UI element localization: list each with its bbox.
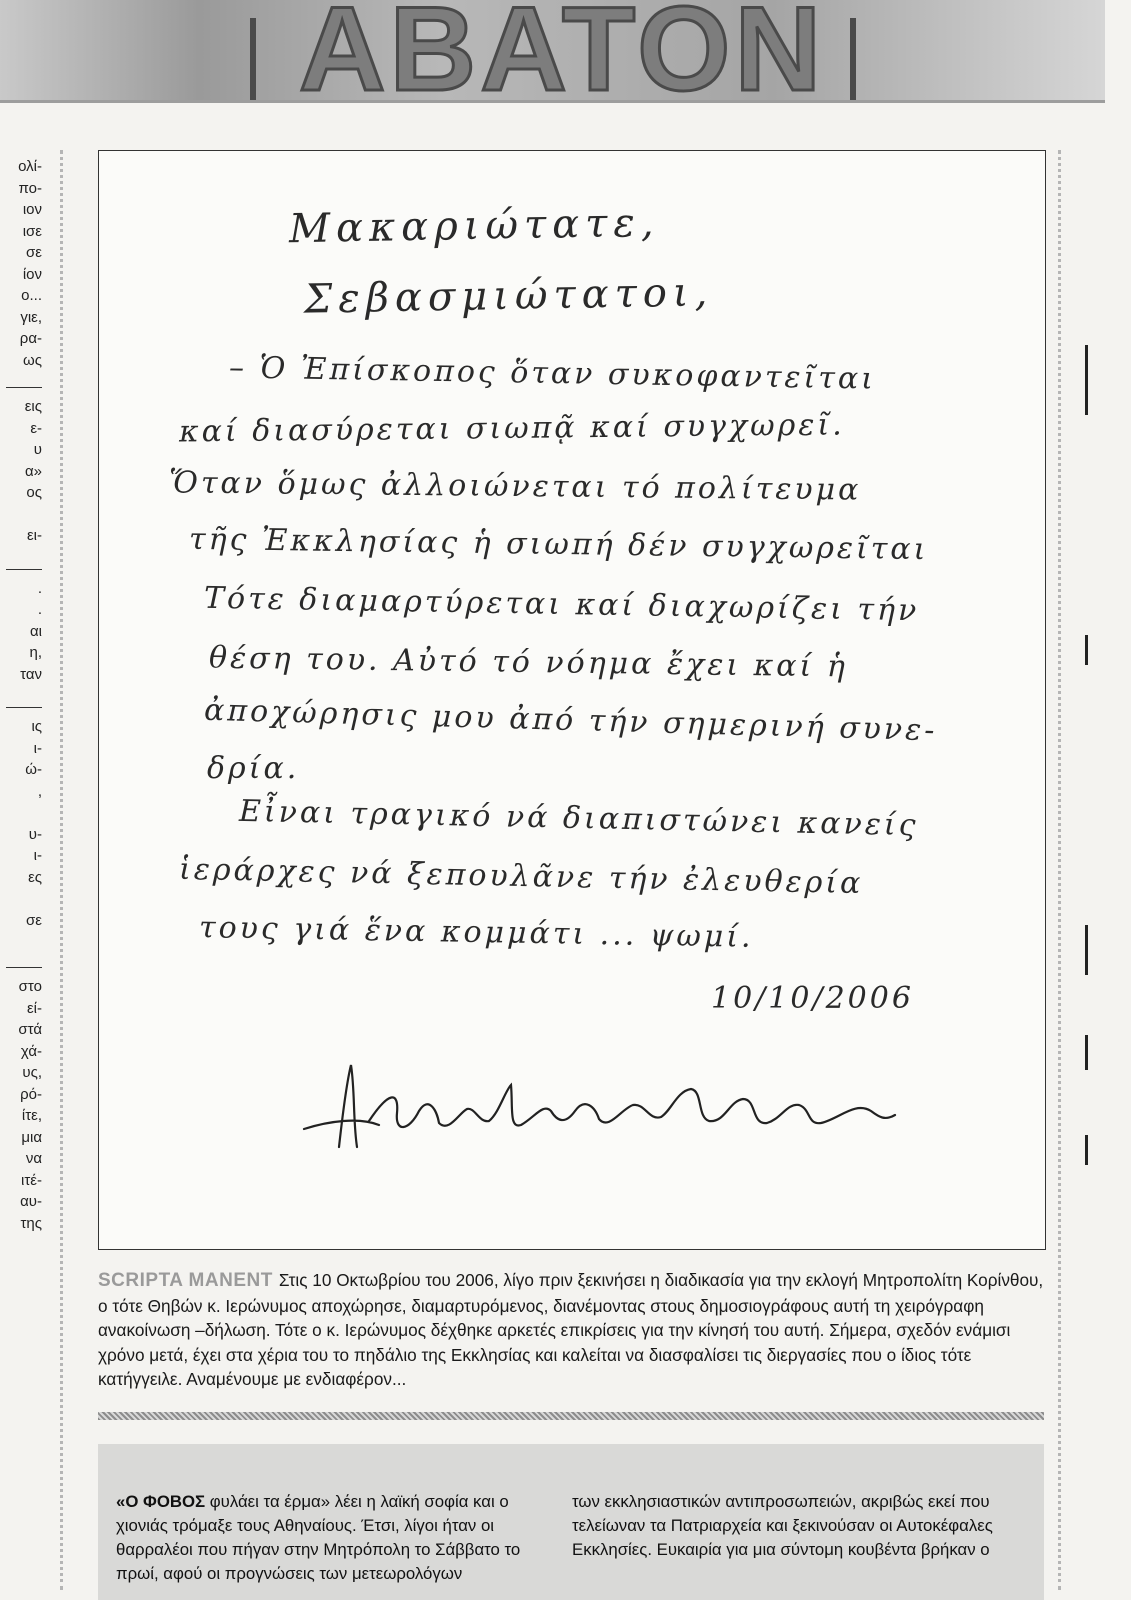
left-fragment: υ-: [28, 825, 42, 843]
letter-line: Εἶναι τραγικό νά διαπιστώνει κανείς: [238, 793, 919, 844]
left-fragment: ως: [23, 351, 42, 369]
caption-text: Στις 10 Οκτωβρίου του 2006, λίγο πριν ξεκινήσει η διαδικασία για την εκλογή Μητροπολίτη Κορίνθου, ο τότε Θηβών κ. Ιερώνυμος αποχώρησε, διαμαρτυρόμενος, διανέμοντας στους δημοσιογράφους αυτή τη χειρόγραφη ανακοίνωση –δήλωση. Τότε ο κ. Ιερώνυμος δέχθηκε αρκετές επικρίσεις για την κίνησή του αυτή. Σήμερα, σχεδόν ενάμισι χρόνο μετά, έχει στα χέρια του το πηδάλιο της Εκκλησίας και καλείται να διασφαλίσει τις διεργασίες που ο ίδιος τότε κατήγγειλε. Αναμένουμε με ενδιαφέρον...: [98, 1270, 1044, 1389]
left-fragment: ε-: [30, 419, 42, 437]
left-fragment: [0, 802, 42, 824]
letter-line: καί διασύρεται σιωπᾷ καί συγχωρεῖ.: [178, 407, 845, 450]
left-fragment: ισε: [22, 222, 42, 240]
article-lead: «Ο ΦΟΒΟΣ: [116, 1492, 206, 1511]
left-fragment: ο...: [21, 287, 42, 304]
left-fragment: ις: [31, 718, 42, 735]
left-fragment: να: [25, 1150, 42, 1167]
column-rule: [6, 387, 42, 388]
left-fragment: στο: [18, 978, 42, 995]
left-fragment: στά: [18, 1021, 42, 1038]
letter-line: Ὅταν ὅμως ἀλλοιώνεται τό πολίτευμα: [168, 465, 862, 508]
right-edge-marks: [1085, 345, 1089, 1165]
left-fragment: χά-: [20, 1042, 42, 1060]
letter-line: ἀποχώρησις μου ἀπό τήν σημερινή συνε-: [203, 692, 938, 749]
dotted-column-separator: [60, 150, 63, 1590]
masthead: [0, 0, 1105, 116]
left-fragment-group: [0, 578, 42, 686]
left-fragment: αυ-: [20, 1193, 42, 1210]
left-fragment: υς,: [22, 1064, 42, 1081]
masthead-divider-right: [850, 18, 856, 100]
letter-line: δρία.: [207, 751, 300, 786]
left-fragment: .: [37, 579, 42, 597]
left-fragment: ,: [37, 782, 42, 800]
dotted-column-separator: [1058, 150, 1061, 1590]
left-fragment: αι: [29, 622, 42, 640]
letter-date: 10/10/2006: [711, 981, 914, 1016]
column-rule: [6, 707, 42, 708]
left-fragment: ος: [26, 484, 42, 501]
left-fragment-group: [0, 976, 42, 1234]
left-fragment: ίον: [22, 265, 42, 283]
left-fragment: γιε,: [20, 308, 42, 326]
left-fragment: ολί-: [18, 158, 42, 175]
letter-salutation-2: Σεβασμιώτατοι,: [303, 269, 714, 323]
left-fragment: της: [20, 1214, 42, 1232]
left-fragment: ρό-: [20, 1085, 42, 1103]
left-column-fragments: [0, 150, 42, 1530]
left-fragment: ρα-: [19, 330, 42, 347]
masthead-divider-left: [250, 18, 256, 100]
left-fragment: εί-: [26, 999, 42, 1017]
left-fragment: ιον: [22, 201, 42, 218]
letter-line: θέση του. Αὐτό τό νόημα ἔχει καί ἡ: [208, 640, 849, 685]
left-fragment: ι-: [33, 739, 42, 757]
left-fragment: η,: [29, 644, 42, 661]
hatched-divider: [98, 1412, 1044, 1420]
column-rule: [6, 967, 42, 968]
left-fragment: σε: [26, 244, 42, 261]
left-fragment: υ: [33, 441, 42, 458]
left-fragment: ώ-: [25, 761, 42, 778]
left-fragment: ει-: [26, 527, 42, 544]
masthead-title: ABATON: [298, 0, 826, 116]
article-column-1: [116, 1490, 556, 1586]
left-fragment: ι-: [33, 847, 42, 864]
column-rule: [6, 569, 42, 570]
letter-line: ἱεράρχες νά ξεπουλᾶνε τήν ἐλευθερία: [178, 851, 864, 902]
left-fragment: μια: [21, 1128, 42, 1146]
letter-line: τους γιά ἕνα κομμάτι ... ψωμί.: [198, 910, 754, 955]
handwritten-letter: [98, 150, 1046, 1250]
left-fragment-group: [0, 716, 42, 931]
bottom-article: [98, 1444, 1044, 1600]
left-fragment: ταν: [20, 665, 42, 683]
letter-line: Τότε διαμαρτύρεται καί διαχωρίζει τήν: [203, 580, 920, 629]
left-fragment: .: [37, 601, 42, 618]
left-fragment: ίτε,: [21, 1107, 42, 1124]
left-fragment: εις: [24, 398, 42, 415]
left-fragment: α»: [24, 462, 42, 480]
left-fragment-group: [0, 396, 42, 547]
left-fragment-group: [0, 150, 42, 371]
article-column-2: των εκκλησιαστικών αντιπροσωπειών, ακριβώς εκεί που τελείωναν τα Πατριαρχεία και ξεκινούσαν οι Αυτοκέφαλες Εκκλησίες. Ευκαιρία για μια σύντομη κουβέντα βρήκαν ο: [572, 1492, 993, 1559]
photo-caption: [98, 1268, 1044, 1392]
left-fragment: ες: [28, 868, 42, 886]
left-fragment: ιτέ-: [21, 1171, 42, 1189]
left-fragment: [0, 888, 42, 910]
letter-line: τῆς Ἐκκλησίας ἡ σιωπή δέν συγχωρεῖται: [188, 521, 929, 568]
letter-line: – Ὁ Ἐπίσκοπος ὅταν συκοφαντεῖται: [228, 350, 877, 397]
letter-salutation-1: Μακαριώτατε,: [288, 199, 660, 253]
left-fragment: πο-: [18, 179, 42, 197]
left-fragment: [0, 504, 42, 526]
caption-tag: SCRIPTA MANENT: [98, 1270, 273, 1291]
article-col1-text: φυλάει τα έρμα» λέει η λαϊκή σοφία και ο χιονιάς τρόμαξε τους Αθηναίους. Έτσι, λίγοι ήταν οι θαρραλέοι που πήγαν στην Μητρόπολη το Σάββατο το πρωί, αφού οι προγνώσεις των μετεωρολόγων: [116, 1492, 521, 1583]
left-fragment: σε: [26, 911, 42, 929]
handwritten-signature: [299, 1051, 899, 1161]
